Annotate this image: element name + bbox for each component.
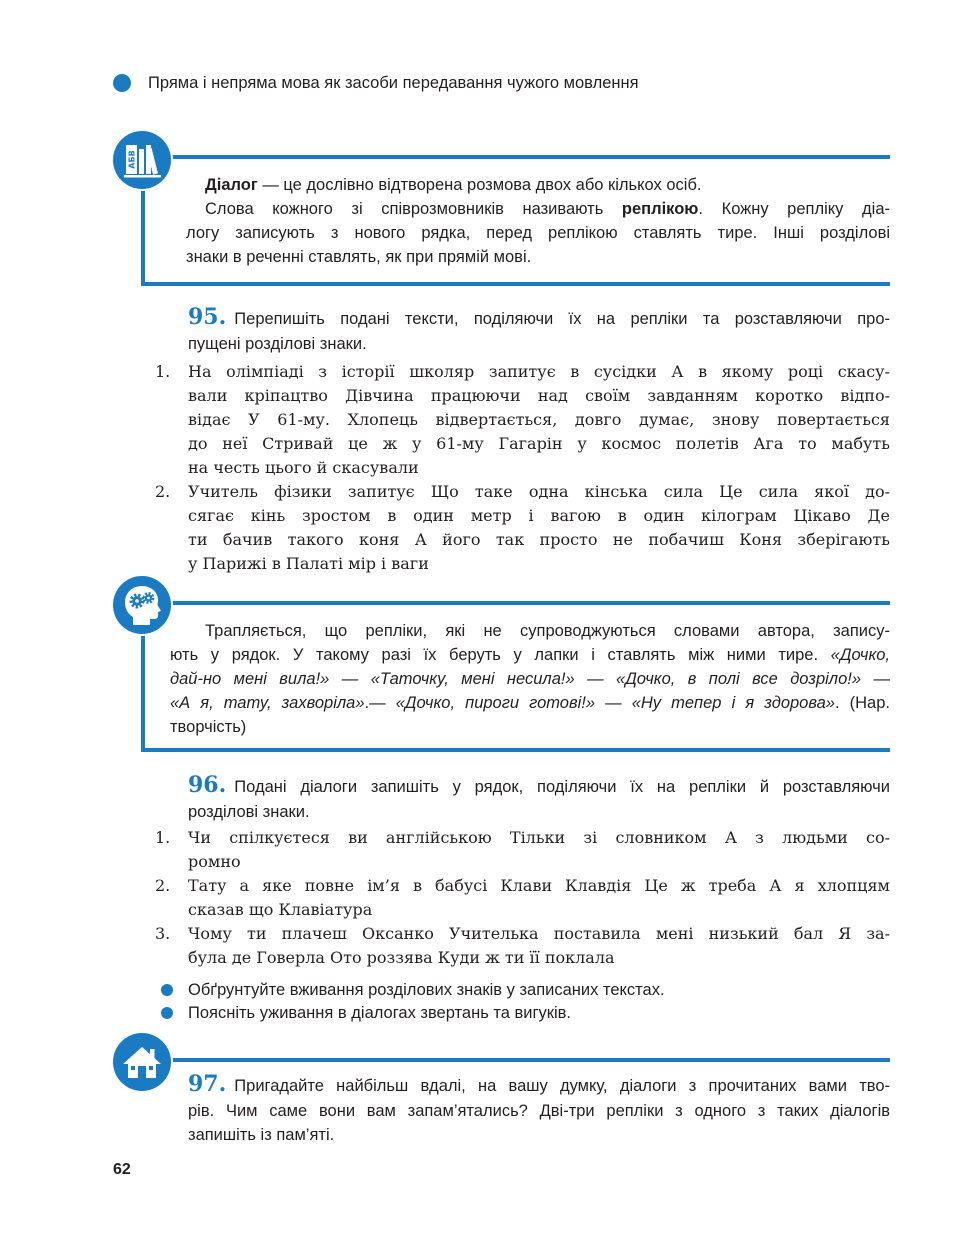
exercise-number: 95. (188, 304, 227, 330)
homework-top-border (165, 1058, 890, 1062)
text-span: «Дочко, в полі все дозріло!» (616, 670, 862, 688)
text-line (155, 826, 890, 850)
text-span: . (Нар. (834, 694, 890, 712)
text-span: Учитель фізики запитує Що таке одна кінська сила Це сила якої до- (188, 482, 890, 501)
exercise-97-task (188, 1072, 890, 1148)
text-span: пущені розділові знаки. (188, 335, 367, 353)
text-line (188, 332, 890, 357)
page-number: 62 (113, 1161, 131, 1178)
text-line (170, 643, 890, 667)
text-span: рів. Чим саме вони вам запам’ятались? Дві-три репліки з одного з таких діалогів (188, 1101, 890, 1120)
text-span: до неї Стривай це ж у 61-му Гагарін у космос полетів Ага то мабуть (188, 434, 890, 453)
exercise-96-task (188, 773, 890, 825)
text-span: Чому ти плачеш Оксанко Учителька поставила мені низький бал Я за- (188, 924, 890, 943)
text-span: Чи спілкуєтеся ви англійською Тільки зі словником А з людьми со- (188, 828, 890, 847)
text-line (188, 408, 890, 432)
text-span: була де Говерла Ото роззява Куди ж ти її поклала (188, 948, 615, 967)
text-line (155, 874, 890, 898)
text-span: Слова кожного зі співрозмовників називають (205, 200, 622, 218)
text-line (188, 528, 890, 552)
text-span: знаки в реченні ставлять, як при прямій мові. (186, 248, 532, 266)
text-span: — це дослівно відтворена розмова двох або кількох осіб. (257, 176, 702, 194)
text-span: Діалог (205, 176, 258, 194)
question-bullet-icon (161, 984, 173, 996)
text-line (170, 715, 890, 739)
books-abc-icon (113, 131, 171, 189)
text-span: «А я, тату, захворіла» (170, 694, 365, 712)
text-line (170, 691, 890, 715)
text-span: ти бачив такого коня А його так просто не побачиш Коня зберігають (188, 530, 890, 549)
text-line (188, 773, 890, 800)
text-line (188, 504, 890, 528)
text-line (186, 197, 890, 221)
text-line (188, 898, 890, 922)
definition-box-top-border (165, 155, 890, 159)
list-item-number: 2. (155, 876, 171, 895)
exercise-96-item-3 (155, 922, 890, 970)
text-line (155, 922, 890, 946)
text-span: вали кріпацтво Дівчина працюючи над своїм завданням коротко відпо- (188, 386, 890, 405)
text-span: сказав що Клавіатура (188, 900, 373, 919)
text-span: На олімпіаді з історії школяр запитує в сусідки А в якому році скасу- (188, 362, 890, 381)
house-icon (113, 1033, 171, 1091)
remember-box-top-border (165, 601, 890, 605)
text-line (186, 173, 890, 197)
section-title: Пряма і непряма мова як засоби передавання чужого мовлення (148, 74, 639, 92)
definition-paragraph-2 (186, 197, 890, 269)
text-span: — (861, 670, 890, 688)
text-span: розділові знаки. (188, 803, 310, 821)
definition-box-bottom-border (141, 282, 890, 286)
text-span: Перепишіть подані тексти, поділяючи їх на репліки та розставляючи про- (234, 310, 890, 328)
text-span: у Парижі в Палаті мір і ваги (188, 554, 429, 573)
text-span: — (574, 670, 617, 688)
text-line (188, 384, 890, 408)
exercise-number: 97. (188, 1071, 227, 1097)
text-line (188, 800, 890, 825)
text-span: сягає кінь зростом в один метр і вагою в один кілограм Цікаво Де (188, 506, 890, 525)
text-span: ромно (188, 852, 241, 871)
list-item-number: 3. (155, 924, 171, 943)
header-bullet-icon (113, 74, 131, 92)
text-span: «Таточку, мені несила!» (370, 670, 575, 688)
text-span: «Дочко, (830, 646, 890, 664)
text-span: Пригадайте найбільш вдалі, на вашу думку, діалоги з прочитаних вами тво- (234, 1077, 890, 1095)
text-span: . Кожну репліку діа- (698, 200, 890, 218)
text-span: — (595, 694, 632, 712)
text-line (186, 221, 890, 245)
text-line (188, 946, 890, 970)
remember-paragraph (170, 619, 890, 739)
text-span: відає У 61-му. Хлопець відвертається, довго думає, знову повертається (188, 410, 890, 429)
text-line (188, 456, 890, 480)
text-line (186, 245, 890, 269)
text-span: дай-но мені вила!» (170, 670, 330, 688)
exercise-95-task (188, 305, 890, 357)
exercise-number: 96. (188, 772, 227, 798)
text-span: — (329, 670, 371, 688)
exercise-95-item-1 (155, 360, 890, 480)
exercise-95-item-2 (155, 480, 890, 576)
exercise-96-item-1 (155, 826, 890, 874)
list-item-number: 1. (155, 828, 171, 847)
list-item-number: 1. (155, 362, 171, 381)
remember-box-left-border (141, 625, 145, 752)
text-span: «Ну тепер і я здорова» (631, 694, 835, 712)
text-line (170, 619, 890, 643)
exercise-96-item-2 (155, 874, 890, 922)
text-span: на честь цього й скасували (188, 458, 419, 477)
question-1: Обґрунтуйте вживання розділових знаків у записаних текстах. (188, 981, 665, 999)
text-line (188, 432, 890, 456)
head-gears-icon (113, 576, 171, 634)
text-line (188, 1099, 890, 1124)
text-span: .— (364, 694, 396, 712)
text-span: Трапляється, що репліки, які не супроводжуються словами автора, запису- (205, 622, 890, 640)
text-line (188, 1072, 890, 1099)
question-bullet-icon (161, 1007, 173, 1019)
remember-box-bottom-border (141, 748, 890, 752)
text-span: реплікою (621, 200, 699, 218)
text-span: Тату а яке повне ім’я в бабусі Клави Клавдія Це ж треба А я хлопцям (188, 876, 890, 895)
text-line (188, 1123, 890, 1148)
text-line (155, 480, 890, 504)
text-span: «Дочко, пироги готові!» (395, 694, 596, 712)
question-2: Поясніть уживання в діалогах звертань та вигуків. (188, 1004, 571, 1022)
text-span: ють у рядок. У такому разі їх беруть у лапки і ставлять між ними тире. (170, 646, 831, 664)
definition-paragraph-1 (186, 173, 890, 197)
list-item-number: 2. (155, 482, 171, 501)
definition-box-left-border (141, 180, 145, 286)
text-line (188, 305, 890, 332)
text-line (188, 552, 890, 576)
text-line (188, 850, 890, 874)
text-span: творчість) (170, 718, 247, 736)
text-span: запишіть із пам’яті. (188, 1126, 335, 1144)
text-span: Подані діалоги запишіть у рядок, поділяючи їх на репліки й розставляючи (234, 778, 890, 796)
text-line (170, 667, 890, 691)
text-span: логу записують з нового рядка, перед реплікою ставлять тире. Інші розділові (186, 224, 890, 242)
icon-letters: АБВ (127, 150, 137, 169)
text-line (155, 360, 890, 384)
